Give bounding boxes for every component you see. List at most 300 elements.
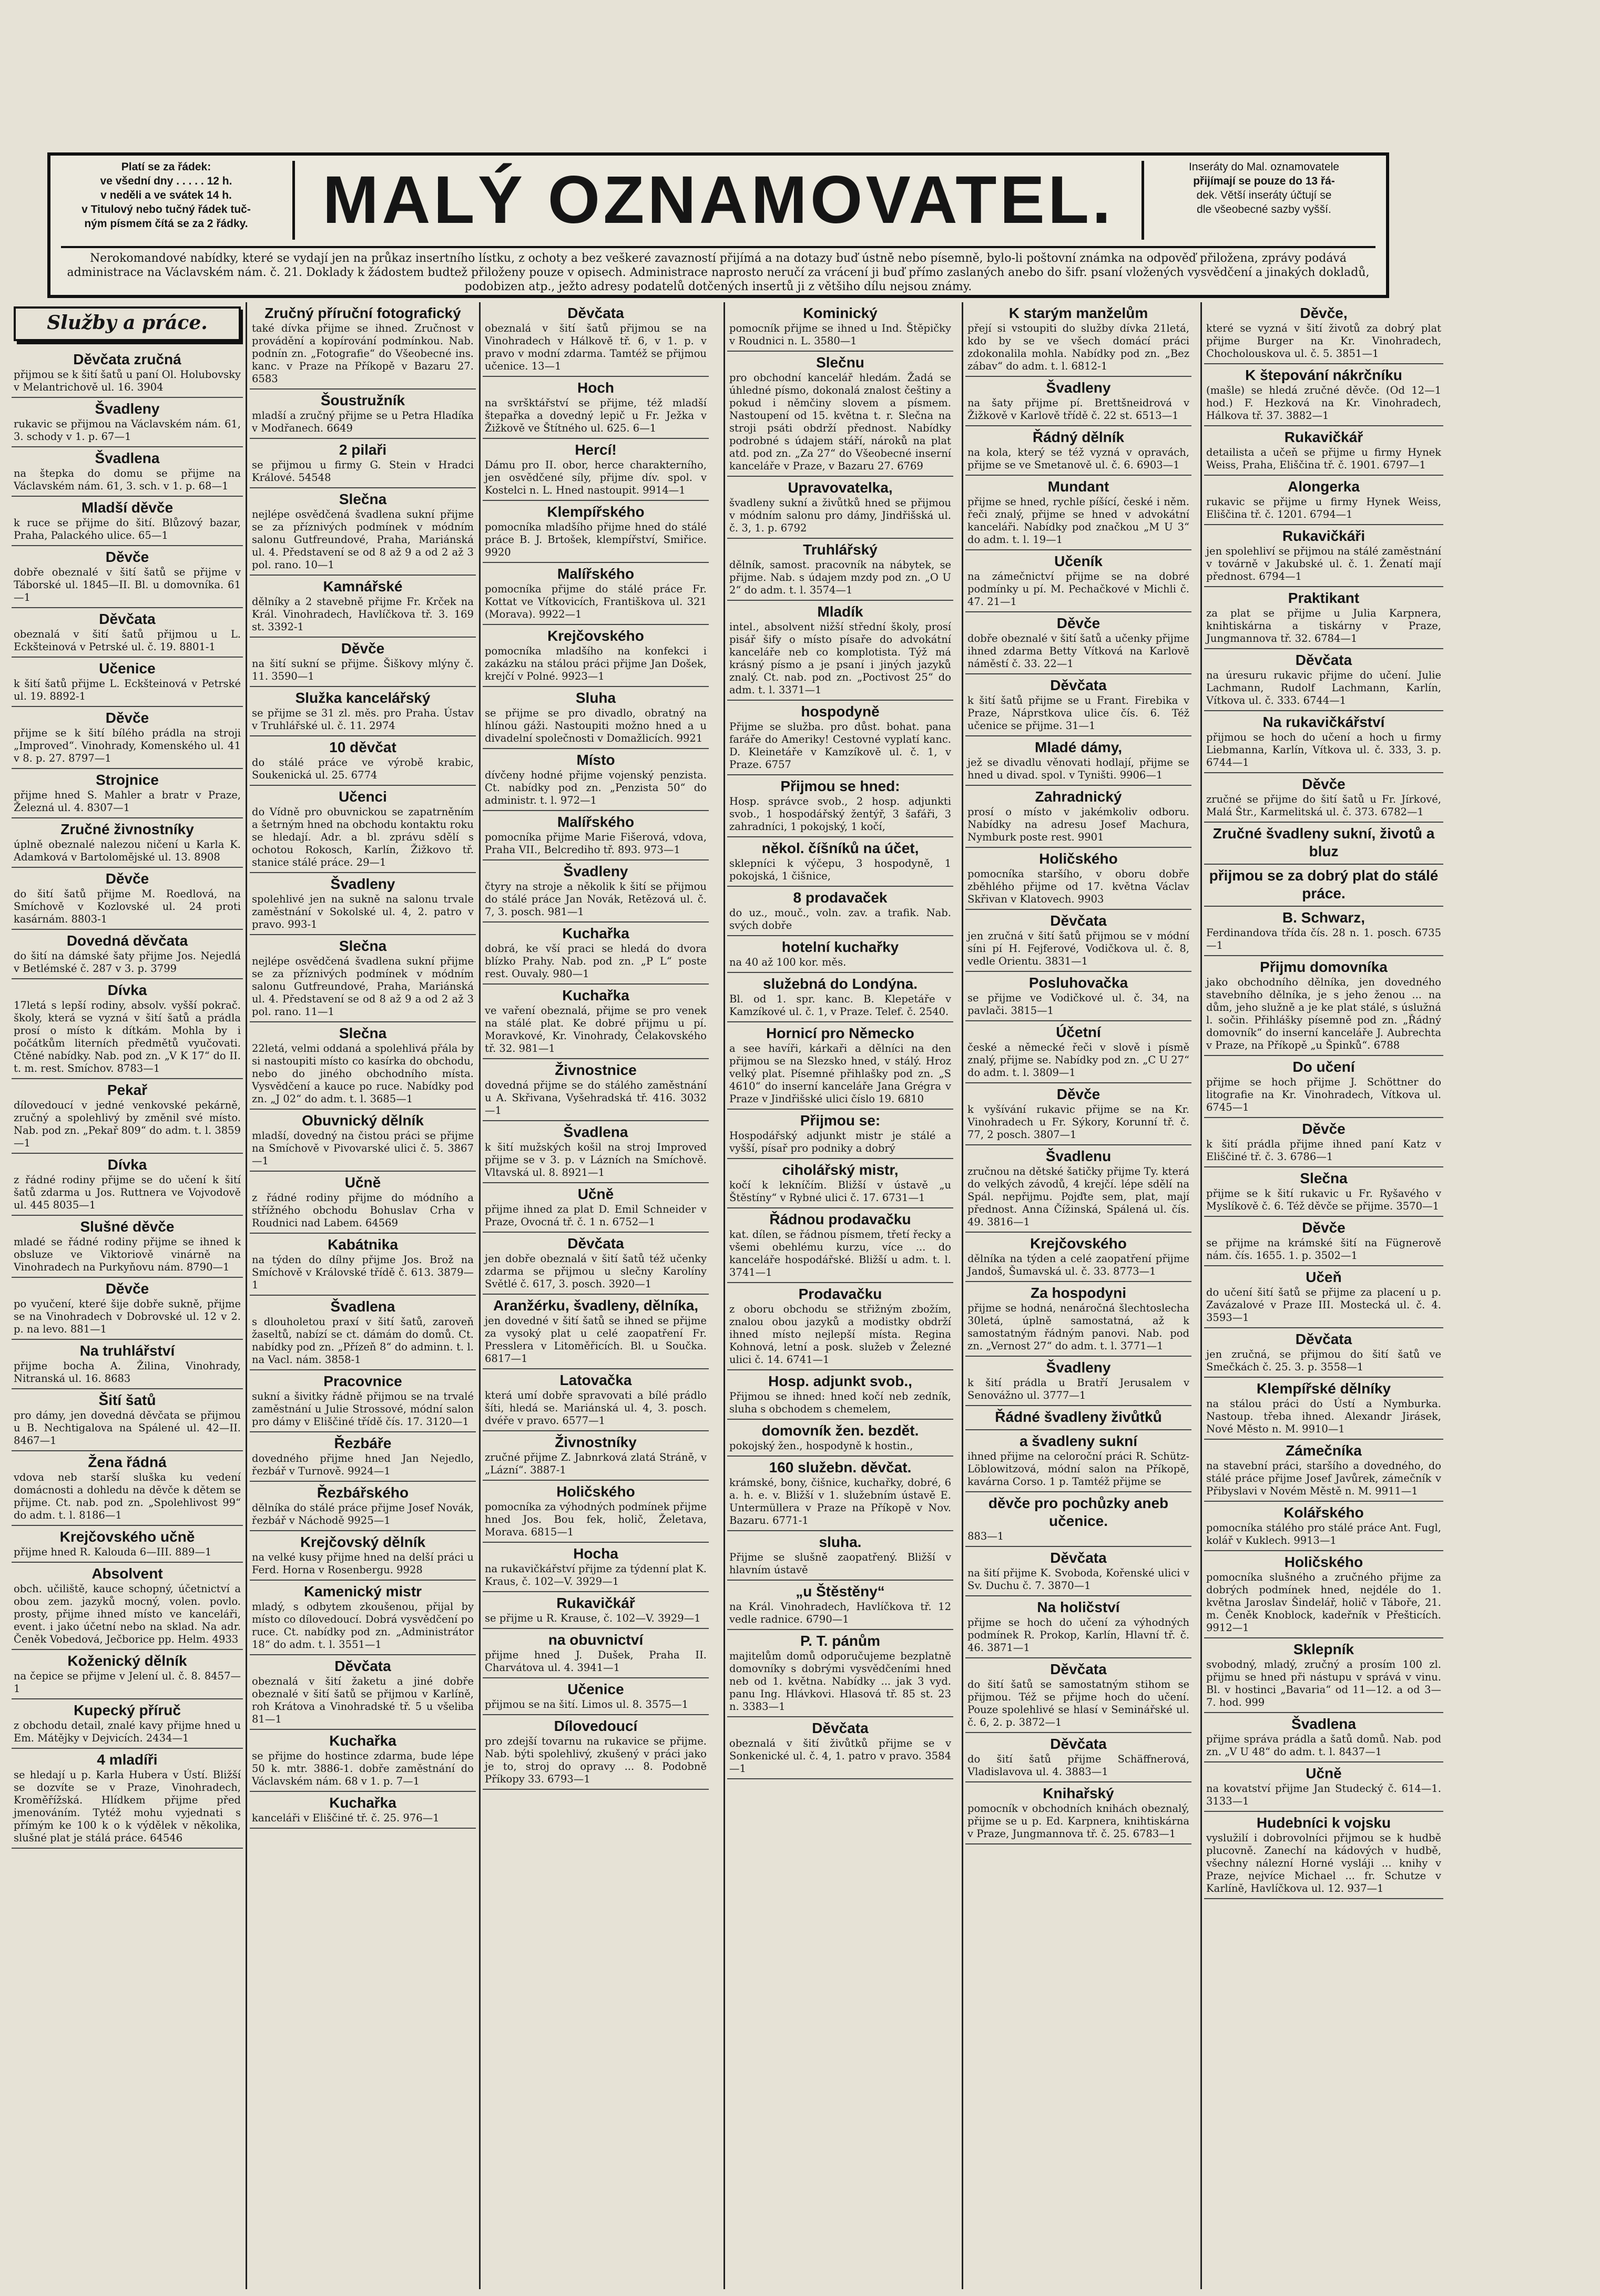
classified-ad	[965, 1406, 1191, 1430]
ad-text: 22letá, velmi oddaná a spolehlivá přála by si nastoupiti místo co kasírka do obchodu, nebo do jiného obchodního místa. Vysvědčení a kauce po ruce. Nabídky pod zn. „J 02“ do adm. t. l. 3685—1	[252, 1042, 474, 1105]
ad-text: na kola, který se též vyzná v opravách, přijme se ve Smetanově ul. č. 6. 6903—1	[967, 446, 1189, 471]
ad-text: se hledají u p. Karla Hubera v Ústí. Bližší se dozvíte se v Praze, Vinohradech, Kroměřížská. Hlídkem přijme před jmenováním. Tytéž mohu vyjednati s přímým ke 100 k o k výdělek v několika, slušné plat je stálá práce. 64546	[14, 1769, 241, 1844]
classified-ad	[12, 447, 243, 497]
classified-ad	[483, 1295, 709, 1369]
ad-heading: Pracovnice	[323, 1373, 402, 1389]
classified-ad	[12, 1154, 243, 1216]
column-5	[965, 302, 1191, 2287]
classified-ad	[483, 302, 709, 377]
ad-text: také dívka přijme se ihned. Zručnost v provádění a kopírování podmínkou. Nab. podnín zn. „Fotografie“ do Všeobecné ins. kanc. v Praze na Příkopě v Bazaru 27. 6583	[252, 322, 474, 385]
ad-heading: Holičského	[1284, 1554, 1363, 1570]
classified-ad	[250, 935, 476, 1022]
ad-text: do šití šatů přijme M. Roedlová, na Smíchově v Kozlovské ul. 24 proti kasárnám. 8803-1	[14, 888, 241, 925]
classified-ad	[727, 601, 953, 701]
classified-ad	[1204, 1378, 1443, 1440]
section-title: MALÝ OZNAMOVATEL.	[292, 161, 1144, 240]
classified-ad	[727, 936, 953, 973]
classified-ad	[483, 1183, 709, 1233]
ad-heading: Hudebníci k vojsku	[1256, 1815, 1391, 1831]
classified-ad	[965, 426, 1191, 476]
ad-text: se přijme se 31 zl. měs. pro Praha. Ústav v Truhlářské ul. č. 11. 2974	[252, 707, 474, 732]
ad-heading: Děvče	[1302, 1219, 1346, 1236]
ad-heading: Děvče	[1056, 1086, 1100, 1102]
ad-text: k ruce se přijme do šití. Blůzový bazar, Praha, Palackého ulice. 65—1	[14, 517, 241, 541]
classified-ad	[965, 1492, 1191, 1547]
classified-ad	[1204, 1056, 1443, 1118]
ad-heading: děvče pro pochůzky aneb učenice.	[988, 1495, 1169, 1529]
ad-heading: Řezbáře	[334, 1435, 392, 1451]
ad-text: pomocníka slušného a zručného přijme za dobrých podmínek hned, nejdéle do 1. května Jaroslav Šindelář, holič v Táboře, 21. m. Čeněk Knoblock, kadeřník v Přešticích. 9912—1	[1206, 1571, 1441, 1634]
ad-text: do šití šatů přijme Schäffnerová, Vladislavova ul. 4. 3883—1	[967, 1753, 1189, 1778]
administration-notice: Nerokomandové nabídky, které se vydají jen na průkaz insertního lístku, z ochoty a bez veškeré zavazností přijímá a na dotazy buď ústně nebo písemně, bylo-li poštovní známka na odpověď přiložena, zprávy podává administrace na Václavském nám. č. 21. Doklady k žádostem budtež přiloženy pouze v opisech. Administrace naprosto neručí za vrácení ji buď přímo zaslaných anebo do šifr. psaní vložených vysvědčení a jinakých dokladů, podobizen atp., ježto adresy podatelů dotčených insertů ji z většiho dílu nejsou známy.	[61, 246, 1375, 294]
classified-ad	[250, 439, 476, 488]
ad-heading: Rukavičkář	[1284, 429, 1363, 445]
ad-heading: Švadleny	[330, 876, 395, 892]
classified-ad	[12, 769, 243, 818]
classified-ad	[965, 550, 1191, 612]
column-1	[12, 302, 243, 2287]
column-2	[250, 302, 476, 2287]
ad-text: české a německé řeči v slově i písmě znalý, přijme se. Nabídky pod zn. „C U 27“ do adm. t. l. 3809—1	[967, 1041, 1189, 1079]
ad-heading: Švadlenu	[1045, 1148, 1112, 1164]
classified-ad	[1204, 1266, 1443, 1328]
ad-text: do stálé práce ve výrobě krabic, Soukenická ul. 25. 6774	[252, 756, 474, 781]
classified-ad	[483, 439, 709, 501]
ad-heading: Na truhlářství	[79, 1342, 175, 1359]
ad-heading: Holičského	[556, 1483, 635, 1500]
ad-heading: Hornicí pro Německo	[766, 1025, 914, 1041]
classified-ad	[965, 1357, 1191, 1406]
ad-heading: ciholářský mistr,	[782, 1162, 899, 1178]
ad-heading: Kamnářské	[323, 578, 403, 594]
column-divider	[246, 302, 247, 2289]
ad-heading: služebná do Londýna.	[762, 976, 918, 992]
classified-ad	[483, 1629, 709, 1678]
ad-heading: Slečnu	[816, 354, 864, 371]
ad-text: Bl. od 1. spr. kanc. B. Klepetáře v Kamzíkové ul. č. 1, v Praze. Telef. č. 2540.	[729, 993, 951, 1018]
ad-heading: Živnostníky	[555, 1434, 637, 1450]
ad-text: s dlouholetou praxí v šití šatů, zaroveň žaseltů, nabízí se ct. dámám do domů. Ct. nabídky pod zn. „Přízeň 8“ do adminn. t. l. na Vacl. nám. 3858-1	[252, 1316, 474, 1366]
ad-text: pomocník v obchodních knihách obeznalý, přijme se u p. Ed. Karpnera, knihtiskárna v Praze, Jungmannova tř. č. 25. 6783—1	[967, 1802, 1189, 1840]
ad-heading: Sklepník	[1293, 1641, 1354, 1657]
classified-ad	[250, 488, 476, 576]
ad-heading: Učeň	[1306, 1269, 1342, 1285]
ad-text: dělníky a 2 stavebně přijme Fr. Krček na Král. Vinohradech, Havlíčkova tř. 3. 169 st. 3392-1	[252, 596, 474, 633]
classified-ad	[12, 1340, 243, 1389]
ad-text: 883—1	[967, 1530, 1004, 1542]
ad-text: nejlépe osvědčená švadlena sukní přijme se za příznivých podmínek v módním salonu Gutfreundové, Praha, Mariánská ul. 4. Představení se od 8 až 9 a od 2 až 3 pol. rano. 11—1	[252, 955, 474, 1018]
classified-ad	[727, 477, 953, 539]
ad-text: k vyšívání rukavic přijme se na Kr. Vinohradech u Fr. Sýkory, Korunní tř. č. 77, 2 posch. 3807—1	[967, 1103, 1189, 1141]
ad-text: zručné přijme Z. Jabnrková zlatá Stráně, v „Lázní“. 3887-1	[485, 1451, 707, 1476]
column-4	[727, 302, 953, 2287]
ad-text: jen dovedné v šití šatů se ihned se přijme za vysoký plat u celé zaopatření Fr. Presslera v Litoměřicích. Bl. u Součka. 6817—1	[485, 1315, 707, 1365]
ad-heading: Knihařský	[1043, 1785, 1114, 1801]
classified-ad	[965, 1733, 1191, 1782]
ad-text: se přijme na krámské šití na Fügnerově nám. čís. 1655. 1. p. 3502—1	[1206, 1237, 1441, 1262]
ad-text: vdova neb starší sluška ku vedení domácnosti a dohledu na děvče k dětem se přijme. Ct. nab. pod zn. „Spolehlivost 99“ do adm. t. l. 8186—1	[14, 1471, 241, 1521]
ad-text: pomocníka za výhodných podmínek přijme hned Jos. Bou fek, holič, Želetava, Morava. 6815—1	[485, 1501, 707, 1538]
classified-ad	[12, 868, 243, 930]
classified-ad	[12, 979, 243, 1079]
classified-ad	[483, 1592, 709, 1629]
classified-ad	[1204, 649, 1443, 711]
classified-ad	[1204, 711, 1443, 773]
ad-heading: Učně	[344, 1174, 381, 1191]
ad-heading: Přijmu domovníka	[1260, 959, 1388, 975]
classified-ad	[1204, 587, 1443, 649]
classified-ad	[12, 1278, 243, 1340]
ad-heading: Přijmou se:	[800, 1112, 881, 1129]
classified-ad	[1204, 1328, 1443, 1378]
ad-text: na stálou práci do Ústí a Nymburka. Nastoup. třeba ihned. Alexandr Jirásek, Nové Město n. M. 9910—1	[1206, 1398, 1441, 1435]
ad-text: dělníka na týden a celé zaopatření přijme Jandoš, Šumavská ul. č. 33. 8773—1	[967, 1253, 1189, 1277]
ad-text: do šití na dámské šaty přijme Jos. Nejedlá v Betlémské č. 287 v 3. p. 3799	[14, 950, 241, 975]
ad-heading: Rukavičkář	[556, 1595, 635, 1611]
ad-text: z oboru obchodu se střižným zbožím, znalou obou jazyků a modistky obdrží ihned místo nejlepší místa. Regina Kohnová, letní a posk. služeb v Železné ulici č. 14. 6741—1	[729, 1303, 951, 1366]
ad-heading: Děvčata	[567, 1235, 624, 1252]
classified-ad	[965, 1782, 1191, 1844]
classified-ad	[12, 1079, 243, 1154]
classified-ad	[1204, 1638, 1443, 1713]
ad-heading: Slečna	[1300, 1170, 1348, 1186]
classified-ad	[727, 1208, 953, 1283]
ad-text: na šaty přijme pí. Brettšneidrová v Žižkově v Karlově třídě č. 22 st. 6513—1	[967, 397, 1189, 422]
ad-heading: Učenci	[339, 788, 387, 805]
ad-text: 17letá s lepší rodiny, absolv. vyšší pokrač. školy, která se vyzná v šití šatů a prádla prosí o místo k dítkám. Mohla by i počátkům literních předmětů vyučovati. Ctěné nabídky. Nab. pod zn. „V K 17“ do II. t. m. rest. Smíchov. 8783—1	[14, 999, 241, 1074]
ad-heading: Na rukavičkářství	[1262, 714, 1385, 730]
ad-heading: Řádné švadleny živůtků	[995, 1409, 1162, 1425]
classified-ad	[483, 811, 709, 860]
classified-ad	[965, 674, 1191, 736]
classified-ad	[1204, 865, 1443, 907]
ad-text: přijme se k šití bílého prádla na stroji „Improved“. Vinohrady, Komenského ul. 41 v 8. p. 27. 8797—1	[14, 727, 241, 764]
ad-text: švadleny sukní a živůtků hned se přijmou v módním salonu pro dámy, Jindřišská ul. č. 3, 1. p. 6792	[729, 497, 951, 534]
classified-ad	[1204, 1118, 1443, 1167]
classified-ad	[483, 1059, 709, 1121]
classified-ad	[483, 1233, 709, 1295]
ad-heading: Praktikant	[1288, 590, 1360, 606]
ad-heading: Latovačka	[559, 1372, 632, 1388]
ad-text: pomocník přijme se ihned u Ind. Štěpičky v Roudnici n. L. 3580—1	[729, 322, 951, 347]
classified-ad	[12, 608, 243, 658]
ad-text: přijme hned J. Dušek, Praha II. Charvátova ul. 4. 3941—1	[485, 1649, 707, 1674]
ad-heading: Děvčata	[1295, 652, 1352, 668]
ad-heading: Pekař	[107, 1082, 148, 1098]
ad-heading: Malířského	[557, 814, 635, 830]
classified-ad	[250, 1531, 476, 1581]
classified-ad	[250, 1234, 476, 1296]
ad-text: do uz., mouč., voln. zav. a trafik. Nab. svých dobře	[729, 907, 951, 931]
ad-text: dívčeny hodné přijme vojenský penzista. Ct. nabídky pod zn. „Penzista 50“ do administr. t. l. 972—1	[485, 769, 707, 806]
classified-ad	[727, 887, 953, 936]
classified-ad	[1204, 1713, 1443, 1762]
classified-ad	[965, 972, 1191, 1021]
classified-ad	[965, 786, 1191, 848]
classified-ad	[250, 1172, 476, 1234]
ad-text: mladší, dovedný na čistou práci se přijme na Smíchově v Pivovarské ulici č. 5. 3867—1	[252, 1130, 474, 1167]
classified-ad	[483, 1678, 709, 1715]
ad-text: na čepice se přijme v Jelení ul. č. 8. 8457—1	[14, 1670, 241, 1695]
ad-text: Hosp. správce svob., 2 hosp. adjunkti svob., 1 hospodářský žentýř, 3 šafáři, 3 zahradníci, 1 pokojský, 1 kočí,	[729, 795, 951, 833]
ad-text: dílovedoucí v jedné venkovské pekárně, zručný a spolehlivý by změnil své místo. Nab. pod zn. „Pekař 809“ do adm. t. l. 3859—1	[14, 1099, 241, 1149]
classified-ad	[965, 1430, 1191, 1492]
ad-heading: a švadleny sukní	[1019, 1433, 1138, 1449]
classified-ad	[250, 390, 476, 439]
classified-ad	[483, 1121, 709, 1183]
pricing-line: v neděli a ve svátek 14 h.	[100, 189, 232, 201]
classified-ad	[12, 497, 243, 546]
ad-heading: Švadlena	[95, 450, 160, 466]
pricing-line: Platí se za řádek:	[121, 161, 211, 173]
classified-ad	[1204, 525, 1443, 587]
ad-heading: Švadlena	[330, 1298, 395, 1315]
rules-line: dle všeobecné sazby vyšší.	[1197, 203, 1331, 216]
ad-text: přijmou se hoch do učení a hoch u firmy Liebmanna, Karlín, Vítkova ul. č. 333, 3. p. 6744—1	[1206, 731, 1441, 768]
classified-ad	[250, 302, 476, 390]
pricing-line: ve všední dny . . . . . 12 h.	[100, 175, 232, 187]
ad-heading: Slečna	[339, 1025, 387, 1041]
classified-ad	[12, 930, 243, 979]
rules-line: přijímají se pouze do 13 řá-	[1193, 175, 1335, 187]
ad-text: majitelům domů odporučujeme bezplatně domovníky s dobrými vysvědčeními hned neb od 1. května. Nabídky ... jak 3 vyd. panu Ing. Hlávkovi. Hlasová tř. 85 st. 23 n. 3383—1	[729, 1650, 951, 1713]
classified-ad	[12, 546, 243, 608]
ad-text: k šití šatů přijme L. Eckšteinová v Petrské ul. 19. 8892-1	[14, 678, 241, 702]
rules-line: dek. Větší inseráty účtují se	[1196, 189, 1332, 201]
classified-ad	[965, 1145, 1191, 1233]
classified-ad	[12, 1389, 243, 1451]
classified-ad	[965, 1083, 1191, 1145]
ad-heading: Obuvnický dělník	[302, 1112, 424, 1129]
ad-heading: někol. číšníků na účet,	[761, 840, 919, 856]
ad-text: na velké kusy přijme hned na delší práci u Ferd. Horna v Rosenbergu. 9928	[252, 1551, 474, 1576]
classified-ad	[965, 1282, 1191, 1357]
ad-heading: Řádnou prodavačku	[769, 1211, 911, 1227]
ad-text: pro obchodní kancelář hledám. Žadá se úhledné písmo, dokonalá znalost češtiny a pokud i němčiny slovem a písmem. Nastoupení od 15. května t. r. Slečna na stroji psáti obdrží přednost. Nabídky podrobné s údajem stáří, nároků na plat atd. pod zn. „Za 27“ do Všeobecné inserní kanceláře v Praze, v Bazaru 27. 6769	[729, 372, 951, 472]
classified-ad	[727, 1717, 953, 1779]
classified-ad	[12, 1650, 243, 1699]
ad-heading: Šoustružník	[320, 392, 405, 408]
classified-ad	[250, 1296, 476, 1370]
classified-ad	[483, 749, 709, 811]
ad-text: jež se divadlu věnovati hodlají, přijme se hned u divad. spol. v Tyništi. 9906—1	[967, 756, 1189, 781]
classified-ad	[483, 860, 709, 922]
ad-text: svobodný, mladý, zručný a prosím 100 zl. přijmu se hned při nástupu v správá v vinu. Bl. v hostinci „Bavaria“ od 11—12. a od 3—7. hod. 999	[1206, 1658, 1441, 1708]
ad-heading: 10 děvčat	[329, 739, 396, 755]
ad-text: k šití prádla přijme ihned paní Katz v Eliščiné tř. č. 3. 6786—1	[1206, 1138, 1441, 1163]
ad-heading: Upravovatelka,	[788, 479, 893, 496]
ad-heading: Posluhovačka	[1028, 975, 1128, 991]
ad-heading: Služka kancelářský	[295, 690, 431, 706]
ad-text: se přijme u R. Krause, č. 102—V. 3929—1	[485, 1612, 701, 1624]
classified-ad	[1204, 1167, 1443, 1217]
ad-heading: Klempířského	[547, 504, 645, 520]
ad-heading: Zručné živnostníky	[60, 821, 194, 837]
ad-text: jen spolehliví se přijmou na stálé zaměstnání v továrně v Jakubské ul. č. 1. Ženatí mají přednost. 6794—1	[1206, 545, 1441, 582]
ad-heading: Švadleny	[1046, 1359, 1111, 1376]
ad-text: k šití prádla u Bratří Jerusalem v Senovážno ul. 3777—1	[967, 1377, 1189, 1401]
ad-heading: Děvčata	[1050, 913, 1107, 929]
ad-heading: Mundant	[1047, 478, 1109, 495]
ad-heading: Učně	[1306, 1765, 1342, 1781]
ad-text: spolehlivé jen na sukně na salonu trvale zaměstnání v Sokolské ul. 4, 2. patro v pravo. 993-1	[252, 893, 474, 930]
ad-heading: Hoch	[577, 380, 614, 396]
ad-text: rukavic se přijme u firmy Hynek Weiss, Eliščina tř. č. 1201. 6794—1	[1206, 496, 1441, 520]
ad-heading: Kuchařka	[329, 1733, 396, 1749]
ad-heading: Děvčata	[334, 1658, 391, 1674]
ad-heading: Slečna	[339, 491, 387, 507]
ad-text: přijme hned R. Kalouda 6—III. 889—1	[14, 1546, 212, 1558]
ad-heading: Prodavačku	[798, 1286, 882, 1302]
ad-heading: Učeník	[1054, 553, 1103, 569]
ad-text: jen zručná v šití šatů přijmou se v módní síni pí H. Fejferové, Vodičkova ul. č. 8, vedle Orientu. 3831—1	[967, 930, 1189, 967]
classified-ad	[483, 1543, 709, 1592]
classified-ad	[727, 1457, 953, 1531]
classified-ad	[965, 612, 1191, 674]
ad-heading: Krejčovského	[547, 628, 644, 644]
ad-heading: Děvčata	[1050, 1661, 1107, 1677]
classified-ad	[483, 1431, 709, 1481]
ad-text: intel., absolvent nižší střední školy, prosí pisář šify o místo písaře do advokátní kanceláře neb co komplotista. Týž má krásný písmo a je psaní i jiných jazyků znalý. Ct. nab. pod zn. „Poctivost 25“ do adm. t. l. 3371—1	[729, 621, 951, 696]
ad-heading: P. T. pánům	[800, 1633, 880, 1649]
classified-ad	[965, 1547, 1191, 1596]
classified-ad	[12, 1526, 243, 1563]
classified-ad	[250, 873, 476, 935]
ad-heading: Sluha	[575, 690, 616, 706]
ad-text: pomocníka přijme do stálé práce Fr. Kottat ve Vítkovicích, Františkova ul. 321 (Morava). 9922—1	[485, 583, 707, 620]
classified-ad	[1204, 426, 1443, 476]
classified-ad	[1204, 823, 1443, 865]
ad-heading: B. Schwarz,	[1282, 909, 1365, 926]
ad-text: Přijmou se ihned: hned kočí neb zedník, sluha s obchodem s chemelem,	[729, 1390, 951, 1415]
ad-text: ihned přijme na celoroční práci R. Schütz-Löblowitzová, módní salon na Příkopě, kavárna Corso. 1 p. Tamtéž přijme se	[967, 1450, 1189, 1488]
section-label: Služby a práce.	[14, 306, 241, 341]
ad-heading: Na holičství	[1037, 1599, 1120, 1615]
classified-ad	[965, 1021, 1191, 1083]
classified-ad	[965, 848, 1191, 910]
classified-ad	[1204, 773, 1443, 823]
classifieds-header	[47, 152, 1389, 298]
ad-heading: Zručný příruční fotografický	[264, 305, 461, 321]
ad-heading: Alongerka	[1288, 478, 1360, 495]
ad-text: která umí dobře spravovati a bílé prádlo šíti, hledá se. Mariánská ul. 4, 3. posch. dvéře v pravo. 6577—1	[485, 1389, 707, 1427]
ad-text: pomocníka mladšího na konfekci i zakázku na stálou práci přijme Jan Došek, krejčí v Polné. 9923—1	[485, 645, 707, 682]
pricing-box	[56, 160, 277, 239]
ad-text: na štepka do domu se přijme na Václavském nám. 61, 3. sch. v 1. p. 68—1	[14, 467, 241, 492]
column-divider	[723, 302, 725, 2289]
classified-ad	[1204, 1812, 1443, 1899]
ad-text: Ferdinandova třída čís. 28 n. 1. posch. 6735—1	[1206, 927, 1441, 951]
ad-text: z řádné rodiny přijme se do učení k šití šatů zdarma u Jos. Ruttnera ve Vojvodově ul. 445 8035—1	[14, 1174, 241, 1211]
classified-ad	[727, 302, 953, 352]
ad-text: přijme bocha A. Žilina, Vinohrady, Nitranská ul. 16. 8683	[14, 1360, 241, 1385]
ad-text: krámské, bony, čišnice, kuchařky, dobré, 6 a. h. e. v. Bližší v 1. služebním ústavě E. Untermüllera v Praze na Příkopě v Nov. Bazaru. 6771-1	[729, 1477, 951, 1526]
ad-heading: Slušné děvče	[80, 1218, 175, 1235]
ad-text: do učení šití šatů se přijme za placení u p. Zavázalové v Praze III. Mostecká ul. č. 4. 3593—1	[1206, 1286, 1441, 1324]
classified-ad	[727, 1630, 953, 1717]
ad-heading: domovník žen. bezdět.	[761, 1422, 919, 1439]
ad-text: pomocníka staršího, v oboru dobře zběhlého přijme od 17. května Václav Skřivan v Klatovech. 9903	[967, 868, 1189, 905]
ad-text: z obchodu detail, znalé kavy přijme hned u Em. Mátějky v Dejvicích. 2434—1	[14, 1719, 241, 1744]
ad-heading: K štepování nákrčníku	[1245, 367, 1402, 383]
ad-text: na 40 až 100 kor. měs.	[729, 956, 847, 968]
ad-text: z řádné rodiny přijme do módního a střížného obchodu Bohuslav Crha v Roudnici nad Labem. 64569	[252, 1192, 474, 1229]
column-6	[1204, 302, 1443, 2287]
ad-heading: Malířského	[557, 566, 635, 582]
ad-text: pro zdejší tovarnu na rukavice se přijme. Nab. býti spolehlivý, zkušený v práci jako je to, stroj do opravy ... 8. Podobně Příkopy 33. 6793—1	[485, 1735, 707, 1785]
ad-text: jen dobře obeznalá v šití šatů též učenky zdarma se přijmou u slečny Karolíny Světlé č. 617, 3. posch. 3920—1	[485, 1253, 707, 1290]
ad-text: pomocníka stálého pro stálé práce Ant. Fugl, kolář v Kuklech. 9913—1	[1206, 1522, 1441, 1546]
ad-heading: Dovedná děvčata	[66, 932, 188, 949]
ad-text: Hospodářský adjunkt mistr je stálé a vyšší, písař pro podniky a dobrý	[729, 1130, 951, 1154]
ad-heading: 160 služebn. děvčat.	[769, 1459, 912, 1475]
classified-ad	[483, 563, 709, 625]
classified-ad	[250, 1730, 476, 1792]
ad-heading: K starým manželům	[1008, 305, 1148, 321]
ad-heading: Hosp. adjunkt svob.,	[768, 1373, 912, 1389]
ad-heading: Krejčovského	[1030, 1235, 1127, 1252]
ad-text: k šití mužských košil na stroj Improved přijme se v 3. p. v Lázních na Smíchově. Vltavská ul. 8. 8921—1	[485, 1141, 707, 1178]
classified-ad	[727, 1420, 953, 1457]
ad-text: dělník, samost. pracovník na nábytek, se přijme. Nab. s údajem mzdy pod zn. „O U 2“ do adm. t. l. 3574—1	[729, 559, 951, 596]
classified-ad	[250, 1655, 476, 1730]
classified-ad	[1204, 1440, 1443, 1502]
classified-ad	[12, 1563, 243, 1650]
ad-heading: Hercí!	[575, 442, 617, 458]
ad-heading: Strojnice	[96, 772, 159, 788]
ad-heading: Děvče	[105, 710, 149, 726]
ad-heading: Žena řádná	[88, 1454, 167, 1470]
ad-heading: Zahradnický	[1035, 788, 1122, 805]
classified-ad	[727, 539, 953, 601]
ad-heading: Mladé dámy,	[1035, 739, 1122, 755]
ad-heading: Děvčata	[99, 611, 156, 627]
ad-text: dobře obeznalé v šití šatů se přijme v Táborské ul. 1845—II. Bl. u domovníka. 61—1	[14, 566, 241, 603]
ad-text: do šití šatů se samostatným stihom se přijmou. Též se přijme hoch do učení. Pouze spolehlivé se hlasí v Seminářské ul. č. 6, 2. p. 3872—1	[967, 1678, 1189, 1728]
ad-text: Dámu pro II. obor, herce charakterního, jen osvědčené síly, přijme dív. spol. v Kostelci n. L. Hned nastoupit. 9914—1	[485, 459, 707, 496]
ad-text: se přijme do hostince zdarma, bude lépe 50 k. mtr. 3886-1. dobře zaměstnání do Václavském nám. 68 v 1. p. 7—1	[252, 1750, 474, 1787]
ad-text: detailista a učeň se přijme u firmy Hynek Weiss, Praha, Eliščina tř. č. 1901. 6797—1	[1206, 446, 1441, 471]
classified-ad	[12, 348, 243, 398]
ad-text: po vyučení, které šije dobře sukně, přijme se na Vinohradech v Dobrovské ul. 12 v 2. p. na levo. 881—1	[14, 1298, 241, 1335]
ad-text: (mašle) se hledá zručné děvče. (Od 12—1 hod.) F. Hezková na Kr. Vinohradech, Hálkova tř. 37. 3882—1	[1206, 384, 1441, 422]
insertion-rules-box	[1148, 160, 1380, 239]
ad-heading: Kolářského	[1283, 1504, 1364, 1521]
ad-heading: Děvče	[105, 870, 149, 887]
classified-ad	[1204, 1502, 1443, 1551]
ad-text: mladý, s odbytem zkoušenou, přijal by místo co dílovedoucí. Dobrá vysvědčení po ruce. Ct. nabídky pod zn. „Administrátor 18“ do adm. t. l. 3551—1	[252, 1601, 474, 1651]
classified-ad	[1204, 1217, 1443, 1266]
classified-ad	[483, 1715, 709, 1790]
ad-text: obeznalá v šití šatů přijmou se na Vinohradech v Hálkově tř. 6, v 1. p. v pravo v modní zdarma. Tamtéž se přijmou učenice. 13—1	[485, 322, 707, 372]
ad-text: přejí si vstoupiti do služby dívka 21letá, kdo by se ve všech domácí práci zdokonalila mohla. Nabídky pod zn. „Bez zábav“ do adm. t. l. 6812-1	[967, 322, 1189, 372]
ad-heading: Kuchařka	[562, 925, 629, 941]
ad-heading: Děvčata	[1295, 1331, 1352, 1347]
ad-heading: Dívka	[107, 1156, 147, 1173]
ad-text: pokojský žen., hospodyně k hostin.,	[729, 1440, 913, 1452]
ad-heading: Děvčata	[1050, 1550, 1107, 1566]
classified-ad	[250, 736, 476, 786]
ad-heading: Děvče	[105, 549, 149, 565]
ad-text: pro dámy, jen dovedná děvčata se přijmou u B. Nechtigalova na Spálené ul. 42—II. 8467—1	[14, 1409, 241, 1447]
ad-heading: Krejčovského učně	[59, 1529, 195, 1545]
classified-ad	[250, 1022, 476, 1110]
ad-heading: Kuchařka	[329, 1795, 396, 1811]
classified-ad	[12, 818, 243, 868]
ad-text: přijme ihned za plat D. Emil Schneider v Praze, Ovocná tř. č. 1 n. 6752—1	[485, 1203, 707, 1228]
ad-text: na šití přijme K. Svoboda, Kořenské ulici v Sv. Duchu č. 7. 3870—1	[967, 1567, 1189, 1592]
ad-text: na rukavičkářství přijme za týdenní plat K. Kraus, č. 102—V. 3929—1	[485, 1563, 707, 1587]
